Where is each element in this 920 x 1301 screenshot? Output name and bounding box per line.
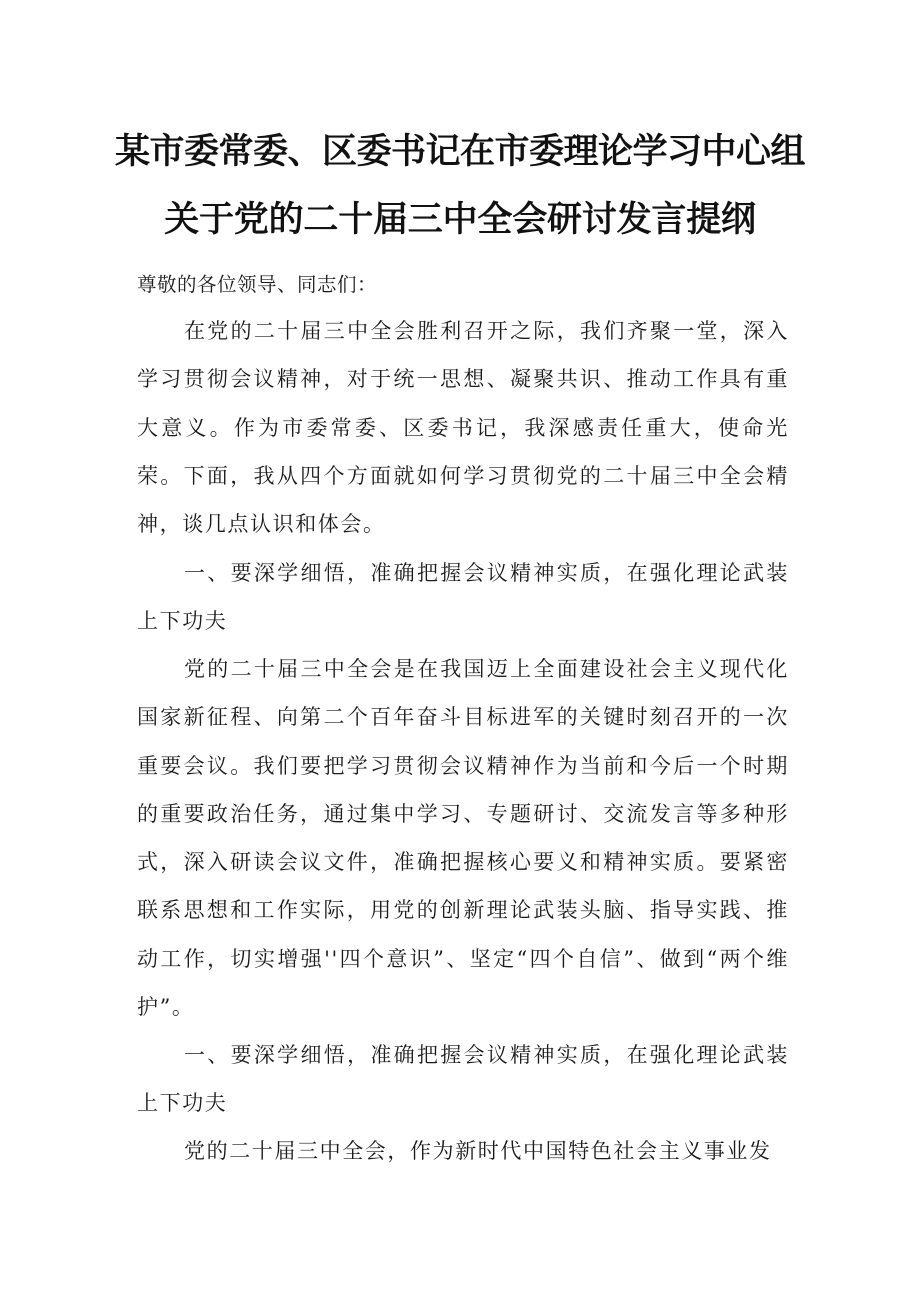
document-title-line-2: 关于党的二十届三中全会研讨发言提纲 <box>164 200 756 240</box>
paragraph-section-1: 党的二十届三中全会是在我国迈上全面建设社会主义现代化国家新征程、向第二个百年奋斗目标进军的关键时刻召开的一次重要会议。我们要把学习贯彻会议精神作为当前和今后一个时期的重要政治任务，通过集中学习、专题研讨、交流发言等多种形式，深入研读会议文件，准确把握核心要义和精神实质。要紧密联系思想和工作实际，用党的创新理论武装头脑、指导实践、推动工作，切实增强''四个意识”、坚定“四个自信”、做到“两个维护”。 <box>137 657 789 1020</box>
document-title-line-1: 某市委常委、区委书记在市委理论学习中心组 <box>114 132 805 172</box>
section-heading-2: 一、要深学细悟，准确把握会议精神实质，在强化理论武装上下功夫 <box>137 1043 789 1116</box>
paragraph-section-2: 党的二十届三中全会，作为新时代中国特色社会主义事业发 <box>184 1139 772 1163</box>
section-heading-1: 一、要深学细悟，准确把握会议精神实质，在强化理论武装上下功夫 <box>137 561 789 634</box>
paragraph-intro: 在党的二十届三中全会胜利召开之际，我们齐聚一堂，深入学习贯彻会议精神，对于统一思想、凝聚共识、推动工作具有重大意义。作为市委常委、区委书记，我深感责任重大，使命光荣。下面，我从四个方面就如何学习贯彻党的二十届三中全会精神，谈几点认识和体会。 <box>137 319 789 537</box>
salutation: 尊敬的各位领导、同志们： <box>137 273 378 296</box>
